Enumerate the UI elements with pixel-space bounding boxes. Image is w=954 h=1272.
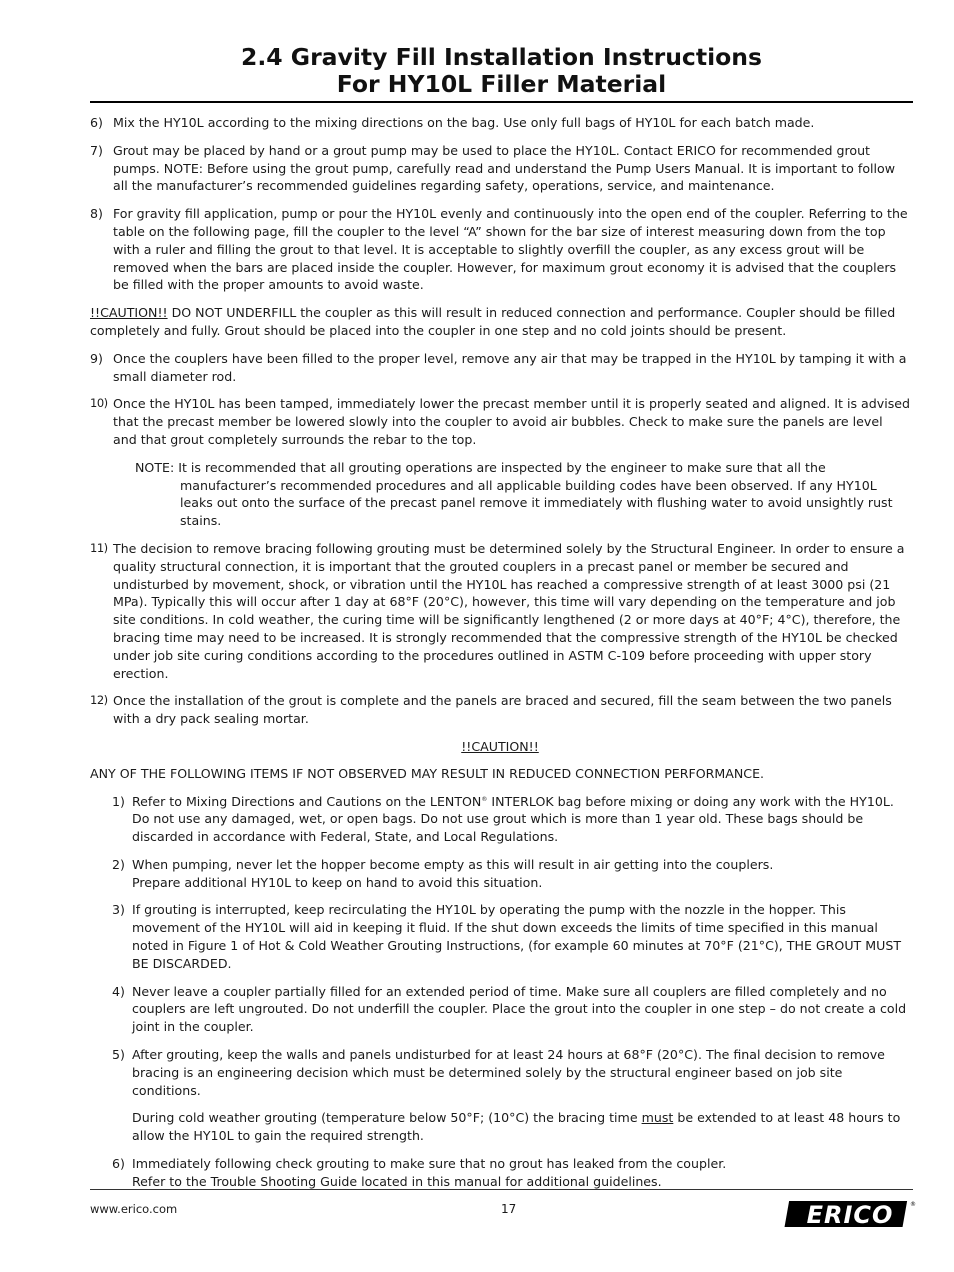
step-6 <box>90 114 910 132</box>
title-divider <box>90 101 913 103</box>
step-number: 7) <box>90 142 103 158</box>
step-number: 12) <box>90 693 108 708</box>
step-7 <box>90 142 910 195</box>
caution-paragraph <box>90 304 910 340</box>
logo-text: ERICO <box>806 1201 894 1229</box>
logo-registered-mark: ® <box>910 1201 916 1208</box>
step-number: 8) <box>90 206 103 222</box>
registered-mark: ® <box>481 795 488 803</box>
caution-heading: !!CAUTION!! <box>461 738 539 754</box>
step-12 <box>90 692 910 728</box>
item-number: 4) <box>112 983 125 999</box>
caution-item-3: 3) If grouting is interrupted, keep recirculating the HY10L by operating the pump with the nozzle in the hopper. This movement of the HY10L will aid in keeping it fluid. If the shut down exceeds the limits of time specified in this manual noted in Figure 1 of Hot & Cold Weather Grouting Instructions, (for example 60 minutes at 70°F (21°C), THE GROUT MUST BE DISCARDED. <box>112 902 902 971</box>
step-text: Once the installation of the grout is complete and the panels are braced and secured, fill the seam between the two panels with a dry pack sealing mortar. <box>113 693 892 727</box>
title-line-2: For HY10L Filler Material <box>336 70 667 98</box>
footer-url: www.erico.com <box>90 1202 178 1216</box>
step-text: Mix the HY10L according to the mixing directions on the bag. Use only full bags of HY10L for each batch made. <box>113 115 815 130</box>
item-number: 5) <box>112 1047 125 1063</box>
step-text: Once the HY10L has been tamped, immediately lower the precast member until it is properly seated and aligned. It is advised that the precast member be lowered slowly into the coupler to avoid air bubbles. Check to make sure the panels are level and that grout completely surrounds the rebar to the top. <box>113 396 910 447</box>
caution-item-2: 2) When pumping, never let the hopper become empty as this will result in air getting into the couplers. Prepare additional HY10L to keep on hand to avoid this situation. <box>112 856 774 890</box>
page-number: 17 <box>501 1202 517 1216</box>
caution-label: !!CAUTION!! <box>90 305 168 321</box>
grouting-note: NOTE: It is recommended that all grouting operations are inspected by the engineer to make sure that all the manufacturer’s recommended procedures and all applicable building codes have been observed. If any HY10L leaks out onto the surface of the precast panel remove it immediately with flushing water to avoid unsightly rust stains. <box>135 459 893 529</box>
item-number: 1) <box>112 793 125 809</box>
step-text: Grout may be placed by hand or a grout pump may be used to place the HY10L. Contact ERICO for recommended grout pumps. NOTE: Before using the grout pump, carefully read and understand the Pump Users Manual. It is important to follow all the manufacturer’s recommended guidelines regarding safety, operations, service, and maintenance. <box>113 142 896 194</box>
item-number: 6) <box>112 1156 125 1172</box>
step-number: 6) <box>90 115 103 130</box>
caution-item-5: 5) After grouting, keep the walls and panels undisturbed for at least 24 hours at 68°F (20°C). The final decision to remove bracing is an engineering decision which must be determined solely by the structural engineer based on job site conditions. <box>112 1047 885 1098</box>
caution-item-1: 1) Refer to Mixing Directions and Cautions on the LENTON® INTERLOK bag before mixing or doing any work with the HY10L. Do not use any damaged, wet, or open bags. Do not use grout which is more than 1 year old. These bags should be discarded in accordance with Federal, State, and Local Regulations. <box>112 793 894 845</box>
step-text: Once the couplers have been filled to the proper level, remove any air that may be trapped in the HY10L by tamping it with a small diameter rod. <box>113 350 907 384</box>
title-line-1: 2.4 Gravity Fill Installation Instructions <box>240 43 763 71</box>
item-number: 3) <box>112 902 125 918</box>
step-11 <box>90 540 910 682</box>
caution-intro: ANY OF THE FOLLOWING ITEMS IF NOT OBSERVED MAY RESULT IN REDUCED CONNECTION PERFORMANCE. <box>90 765 765 781</box>
step-9 <box>90 350 910 386</box>
instructions-body <box>90 114 910 1201</box>
step-text: For gravity fill application, pump or pour the HY10L evenly and continuously into the open end of the coupler. Referring to the table on the following page, fill the coupler to the level “A” shown for the bar size of interest measuring down from the top with a ruler and filling the grout to that level. It is acceptable to slightly overfill the coupler, as any excess grout will be removed when the bars are placed inside the coupler. However, for maximum grout economy it is advised that the couplers be filled with the proper amounts to avoid waste. <box>113 206 908 293</box>
erico-logo <box>786 1196 914 1232</box>
step-10 <box>90 395 910 448</box>
caution-text: DO NOT UNDERFILL the coupler as this will result in reduced connection and performance. Coupler should be filled completely and fully. Grout should be placed into the coupler in one step and no cold joints should be present. <box>90 305 896 338</box>
cold-weather-note: During cold weather grouting (temperature below 50°F; (10°C) the bracing time must be extended to at least 48 hours to allow the HY10L to gain the required strength. <box>132 1110 901 1144</box>
step-text: The decision to remove bracing following grouting must be determined solely by the Structural Engineer. In order to ensure a quality structural connection, it is important that the grouted couplers in a precast panel or member be secured and undisturbed by movement, shock, or vibration until the HY10L has reached a compressive strength of at least 3000 psi (21 MPa). Typically this will occur after 1 day at 68°F (20°C), however, this time will vary depending on the temperature and job site conditions. In cold weather, the curing time will be significantly lengthened (2 or more days at 40°F; 4°C), therefore, the bracing time may need to be increased. It is strongly recommended that the compressive strength of the HY10L be checked under job site curing conditions according to the procedures outlined in ASTM C-109 before proceeding with upper story erection. <box>113 540 905 681</box>
step-number: 11) <box>90 540 108 555</box>
step-number: 9) <box>90 350 103 366</box>
footer-divider <box>90 1189 913 1190</box>
item-number: 2) <box>112 856 125 872</box>
page-title <box>90 44 913 98</box>
caution-item-6: 6) Immediately following check grouting to make sure that no grout has leaked from the coupler. Refer to the Trouble Shooting Guide located in this manual for additional guidelines. <box>112 1156 727 1189</box>
step-8 <box>90 205 910 294</box>
step-number: 10) <box>90 396 108 411</box>
caution-item-4: 4) Never leave a coupler partially filled for an extended period of time. Make sure all couplers are filled completely and no couplers are left ungrouted. Do not underfill the coupler. Place the grout into the coupler in one step – do not create a cold joint in the coupler. <box>112 983 907 1035</box>
